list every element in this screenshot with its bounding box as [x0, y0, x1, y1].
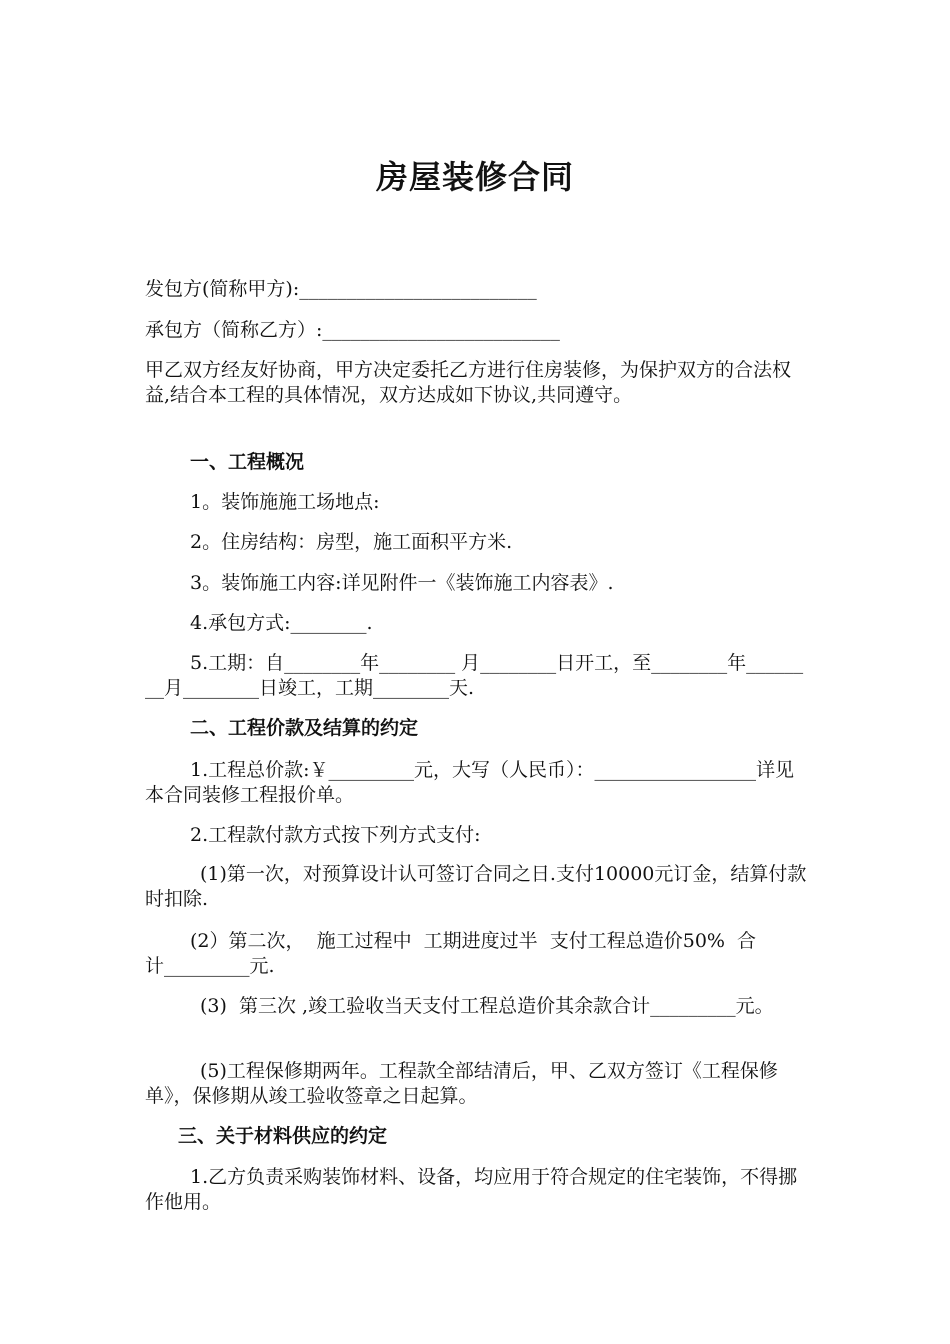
- payment-item-3: (1)第一次，对预算设计认可签订合同之日.支付10000元订金，结算付款时扣除.: [145, 863, 807, 910]
- page-title: 房屋装修合同: [375, 158, 574, 196]
- payment-item-6: (5)工程保修期两年。工程款全部结清后，甲、乙双方签订《工程保修单》，保修期从竣工验收签章之日起算。: [145, 1060, 778, 1107]
- payment-item-2: 2.工程款付款方式按下列方式支付:: [190, 824, 481, 846]
- party-a-line: 发包方(简称甲方):_________________________: [145, 278, 537, 300]
- section-heading-payment: 二、工程价款及结算的约定: [190, 717, 419, 739]
- overview-item-4: 4.承包方式:________.: [190, 612, 373, 634]
- overview-item-2: 2。住房结构：房型，施工面积平方米.: [190, 531, 513, 553]
- section-heading-materials: 三、关于材料供应的约定: [178, 1125, 388, 1147]
- overview-item-1: 1。装饰施施工场地点:: [190, 491, 380, 513]
- payment-item-1: 1.工程总价款:￥_________元，大写（人民币）：_________________详见本合同装修工程报价单。: [145, 759, 795, 806]
- materials-item-1: 1.乙方负责采购装饰材料、设备，均应用于符合规定的住宅装饰，不得挪作他用。: [145, 1166, 798, 1213]
- party-b-line: 承包方（简称乙方）:_________________________: [145, 319, 560, 341]
- payment-item-4: (2）第二次， 施工过程中 工期进度过半 支付工程总造价50% 合计_________元.: [145, 930, 757, 977]
- payment-item-5: (3) 第三次 ,竣工验收当天支付工程总造价其余款合计_________元。: [200, 995, 774, 1017]
- intro-paragraph: 甲乙双方经友好协商，甲方决定委托乙方进行住房装修，为保护双方的合法权益,结合本工程的具体情况，双方达成如下协议,共同遵守。: [145, 359, 792, 406]
- overview-item-5: 5.工期：自________年________ 月________日开工，至________年________月________日竣工，工期________天.: [145, 652, 804, 699]
- overview-item-3: 3。装饰施工内容:详见附件一《装饰施工内容表》.: [190, 572, 614, 594]
- section-heading-overview: 一、工程概况: [190, 451, 305, 473]
